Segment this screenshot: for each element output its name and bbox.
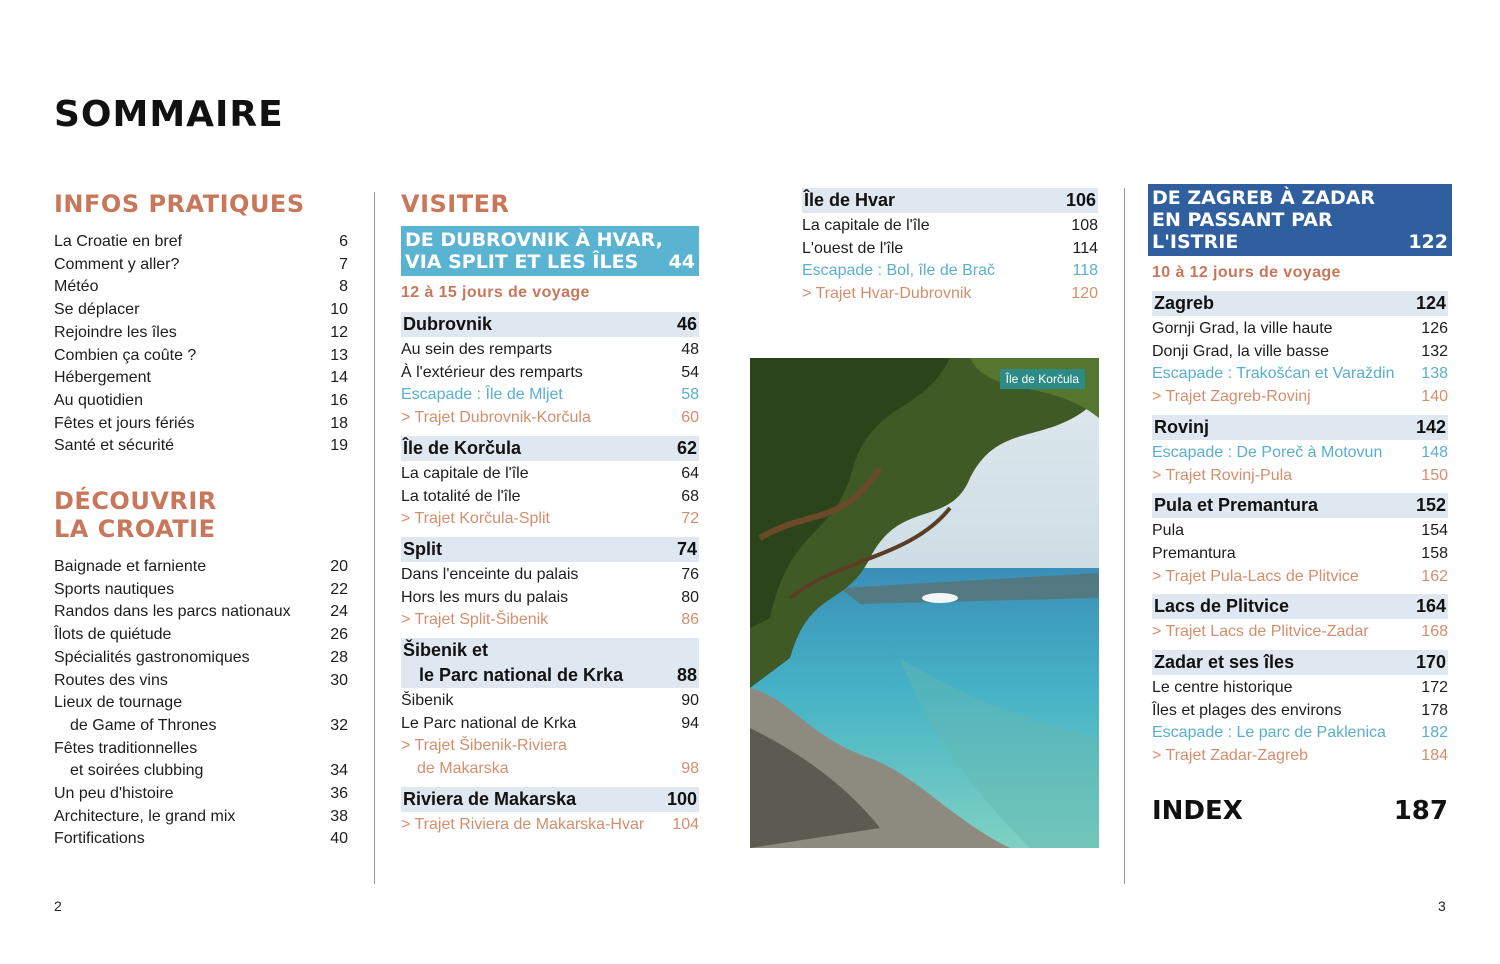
- toc-entry-page: 24: [330, 603, 348, 621]
- chapter-entries-split: [401, 564, 699, 632]
- duration-label: 10 à 12 jours de voyage: [1152, 264, 1341, 281]
- trajet-entry: > Trajet Riviera de Makarska-Hvar 104: [401, 815, 699, 833]
- toc-entry-page: 10: [330, 301, 348, 319]
- page-title: SOMMAIRE: [54, 94, 284, 135]
- trajet-entry: > Trajet Dubrovnik-Korčula 60: [401, 409, 699, 427]
- toc-entry-page: 13: [330, 346, 348, 364]
- toc-entry-label: La Croatie en bref: [54, 233, 183, 250]
- photo-caption-badge: Île de Korčula: [1000, 369, 1085, 389]
- escapade-entry: Escapade : Le parc de Paklenica 182: [1152, 724, 1448, 742]
- toc-entry-label: Un peu d'histoire: [54, 785, 174, 803]
- toc-entry-label: Sports nautiques: [54, 580, 175, 598]
- toc-entry-page: 38: [330, 807, 348, 825]
- toc-entry: [54, 390, 348, 413]
- chapter-entries-pula: [1152, 520, 1448, 588]
- toc-entry-page: 6: [339, 233, 348, 250]
- trajet-entry: > Trajet Korčula-Split 72: [401, 510, 699, 528]
- toc-entry: [54, 345, 348, 368]
- toc-entry-page: 18: [330, 414, 348, 432]
- route-banner-zagreb-zadar: DE ZAGREB À ZADAR EN PASSANT PAR L'ISTRIE 122: [1148, 184, 1452, 256]
- page-number-right: 3: [1438, 898, 1446, 914]
- toc-entry-label: Combien ça coûte ?: [54, 346, 197, 364]
- column-infos: [54, 190, 348, 851]
- chapter-entries-korcula: [401, 463, 699, 531]
- chapter-entries-hvar: [802, 215, 1098, 306]
- toc-entry-label: Spécialités gastronomiques: [54, 648, 250, 666]
- trajet-entry: > Trajet Split-Šibenik 86: [401, 611, 699, 629]
- toc-entry-page: 20: [330, 558, 348, 576]
- toc-entry-label: Rejoindre les îles: [54, 323, 177, 341]
- toc-entry-page: 34: [330, 762, 348, 780]
- toc-entry: [54, 556, 348, 579]
- toc-entry-label: de Game of Thrones: [70, 716, 217, 734]
- toc-entry: Šibenik 90: [401, 692, 699, 710]
- toc-entry-label: et soirées clubbing: [70, 762, 204, 780]
- toc-entry-label: Îlots de quiétude: [54, 626, 172, 644]
- toc-entry-label: Lieux de tournage: [54, 694, 183, 712]
- toc-entry: [54, 435, 348, 458]
- toc-entry-page: [318, 692, 348, 715]
- toc-entry: [54, 624, 348, 647]
- toc-entry-page: 40: [330, 830, 348, 848]
- column-divider: [1124, 188, 1125, 884]
- chapter-heading-pula: Pula et Premantura 152: [1152, 493, 1448, 518]
- column-visiter: [401, 190, 699, 837]
- toc-entry: Le Parc national de Krka 94: [401, 714, 699, 732]
- toc-entry: [54, 322, 348, 345]
- toc-entry: Le centre historique 172: [1152, 679, 1448, 697]
- toc-entry-label: Fêtes et jours fériés: [54, 414, 195, 432]
- toc-entry-label: Fortifications: [54, 830, 145, 848]
- toc-entry-label: Randos dans les parcs nationaux: [54, 603, 291, 621]
- trajet-entry: > Trajet Hvar-Dubrovnik 120: [802, 285, 1098, 303]
- toc-entry-page: 36: [330, 785, 348, 803]
- toc-entry-page: 30: [330, 671, 348, 689]
- chapter-heading-hvar: Île de Hvar 106: [802, 188, 1098, 213]
- toc-entry: [54, 231, 348, 254]
- toc-entry: [54, 647, 348, 670]
- chapter-heading-zagreb: Zagreb 124: [1152, 291, 1448, 316]
- route-banner-dubrovnik-hvar: DE DUBROVNIK À HVAR, VIA SPLIT ET LES ÎLES 44: [401, 226, 699, 276]
- section-heading-infos: INFOS PRATIQUES: [54, 190, 305, 218]
- toc-entry: La totalité de l'île 68: [401, 487, 699, 505]
- chapter-heading-korcula: Île de Korčula 62: [401, 436, 699, 461]
- toc-entry: [54, 413, 348, 436]
- toc-entry-page: 7: [339, 255, 348, 273]
- toc-entry-page: 26: [330, 626, 348, 644]
- section-heading-decouvrir: DÉCOUVRIR LA CROATIE: [54, 487, 217, 544]
- duration-label: 12 à 15 jours de voyage: [401, 284, 590, 301]
- toc-entry: L'ouest de l'île 114: [802, 239, 1098, 257]
- chapter-entries-rovinj: [1152, 442, 1448, 487]
- toc-entry-label: Santé et sécurité: [54, 437, 175, 455]
- chapter-entries-sibenik: [401, 690, 699, 781]
- toc-entry: Hors les murs du palais 80: [401, 588, 699, 606]
- column-hvar: [802, 184, 1098, 306]
- toc-entry: [54, 783, 348, 806]
- toc-entry: Îles et plages des environs 178: [1152, 701, 1448, 719]
- trajet-entry: > Trajet Zagreb-Rovinj 140: [1152, 388, 1448, 406]
- toc-entry: [54, 276, 348, 299]
- toc-entry: Dans l'enceinte du palais 76: [401, 565, 699, 583]
- chapter-heading-dubrovnik: Dubrovnik 46: [401, 312, 699, 337]
- toc-entry: Pula 154: [1152, 522, 1448, 540]
- toc-entry-page: 8: [339, 278, 348, 296]
- chapter-heading-plitvice: Lacs de Plitvice 164: [1152, 594, 1448, 619]
- chapter-heading-sibenik: Šibenik et le Parc national de Krka 88: [401, 638, 699, 688]
- toc-entry-page: 14: [330, 369, 348, 387]
- toc-entry-label: Hébergement: [54, 369, 151, 387]
- toc-entry-label: Se déplacer: [54, 301, 140, 319]
- toc-entry: [54, 367, 348, 390]
- toc-entry: [54, 692, 348, 715]
- toc-entry: [54, 254, 348, 277]
- toc-entry: [54, 715, 348, 738]
- escapade-entry: Escapade : De Poreč à Motovun 148: [1152, 443, 1448, 461]
- toc-entry: [54, 806, 348, 829]
- index-entry: INDEX 187: [1152, 795, 1448, 826]
- korcula-coast-photo: [750, 358, 1099, 848]
- section-heading-visiter: VISITER: [401, 190, 510, 218]
- column-zagreb-route: [1148, 184, 1452, 826]
- trajet-entry: > Trajet Lacs de Plitvice-Zadar 168: [1152, 623, 1448, 641]
- toc-entry: À l'extérieur des remparts 54: [401, 363, 699, 381]
- toc-entry: [54, 760, 348, 783]
- trajet-entry: > Trajet Šibenik-Riviera: [401, 737, 567, 755]
- chapter-heading-split: Split 74: [401, 537, 699, 562]
- toc-entry-label: Baignade et farniente: [54, 558, 207, 576]
- trajet-entry: > Trajet Rovinj-Pula 150: [1152, 466, 1448, 484]
- toc-entry-page: [318, 738, 348, 761]
- trajet-entry: > Trajet Pula-Lacs de Plitvice 162: [1152, 567, 1448, 585]
- toc-entry: [54, 579, 348, 602]
- chapter-entries-makarska: [401, 814, 699, 837]
- column-divider: [374, 192, 375, 884]
- toc-entry-label: Au quotidien: [54, 391, 143, 409]
- toc-entry-label: Architecture, le grand mix: [54, 807, 236, 825]
- toc-entry: [54, 738, 348, 761]
- escapade-entry: Escapade : Trakošćan et Varaždin 138: [1152, 365, 1448, 383]
- toc-entry: Premantura 158: [1152, 544, 1448, 562]
- toc-entry-label: Comment y aller?: [54, 255, 180, 273]
- toc-entry-page: 22: [330, 580, 348, 598]
- infos-list: [54, 231, 348, 458]
- toc-entry: [54, 601, 348, 624]
- toc-entry-page: 28: [330, 648, 348, 666]
- chapter-entries-dubrovnik: [401, 339, 699, 430]
- toc-entry: [54, 670, 348, 693]
- toc-entry: Gornji Grad, la ville haute 126: [1152, 320, 1448, 337]
- chapter-entries-plitvice: [1152, 621, 1448, 644]
- toc-entry-page: 12: [330, 323, 348, 341]
- chapter-entries-zagreb: [1152, 318, 1448, 409]
- chapter-heading-rovinj: Rovinj 142: [1152, 415, 1448, 440]
- page-number-left: 2: [54, 898, 62, 914]
- chapter-entries-zadar: [1152, 677, 1448, 768]
- toc-entry-page: 32: [330, 716, 348, 734]
- toc-entry: La capitale de l'île 64: [401, 464, 699, 482]
- escapade-entry: Escapade : Île de Mljet 58: [401, 386, 699, 404]
- toc-entry-label: Routes des vins: [54, 671, 168, 689]
- trajet-entry: > Trajet Zadar-Zagreb 184: [1152, 747, 1448, 765]
- chapter-heading-zadar: Zadar et ses îles 170: [1152, 650, 1448, 675]
- escapade-entry: Escapade : Bol, île de Brač 118: [802, 262, 1098, 280]
- decouvrir-list: [54, 556, 348, 851]
- toc-entry-page: 19: [330, 437, 348, 455]
- toc-entry: Au sein des remparts 48: [401, 341, 699, 358]
- toc-entry: [54, 828, 348, 851]
- toc-entry-page: 16: [330, 391, 348, 409]
- toc-entry-label: Météo: [54, 278, 99, 296]
- toc-entry-label: Fêtes traditionnelles: [54, 739, 198, 757]
- toc-entry: [54, 299, 348, 322]
- toc-entry: Donji Grad, la ville basse 132: [1152, 342, 1448, 360]
- chapter-heading-makarska: Riviera de Makarska 100: [401, 787, 699, 812]
- toc-entry: La capitale de l'île 108: [802, 217, 1098, 234]
- trajet-entry-continued: de Makarska 98: [417, 760, 699, 778]
